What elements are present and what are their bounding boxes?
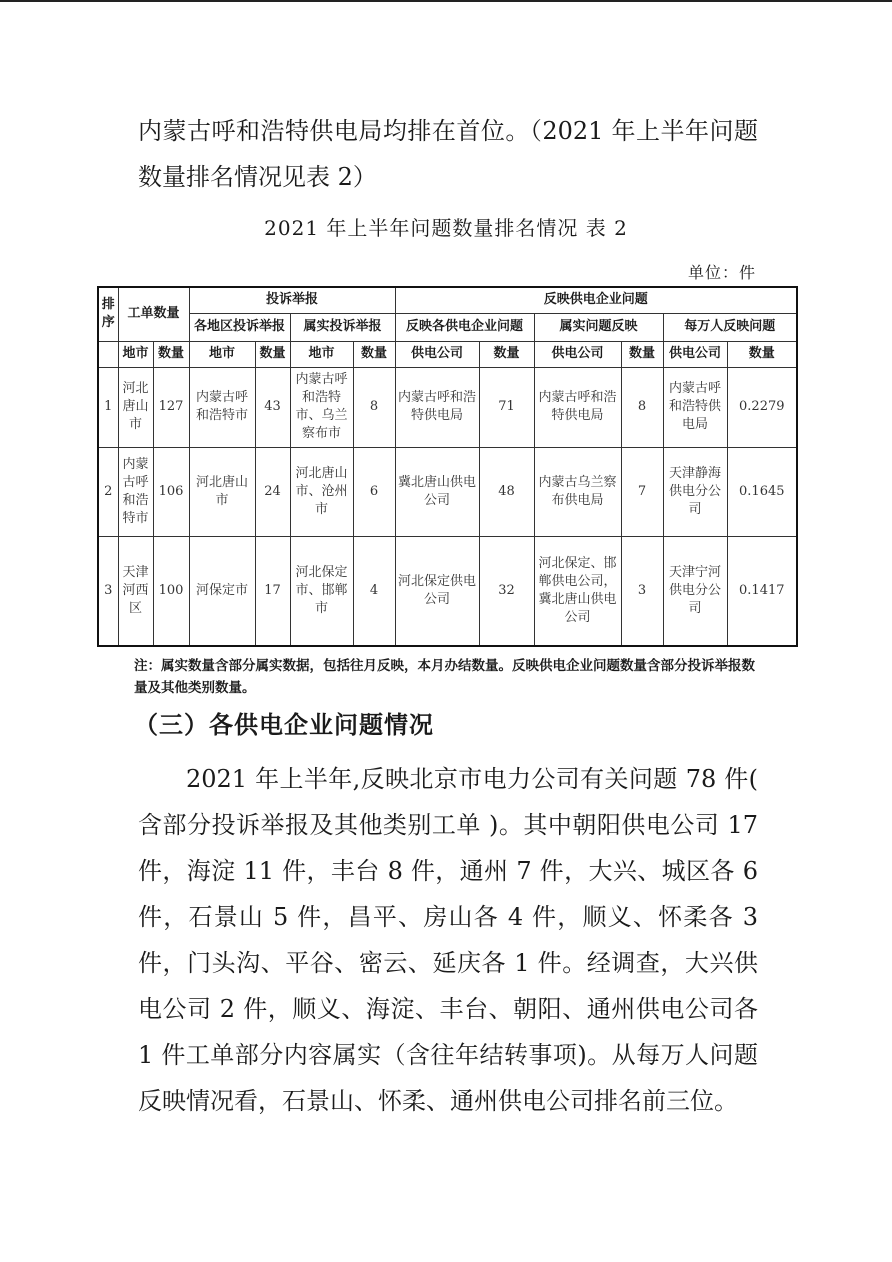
per-10k-company-cell: 内蒙古呼和浩特供电局 — [663, 367, 727, 447]
company-issue-company-cell: 内蒙古呼和浩特供电局 — [395, 367, 479, 447]
rank-cell: 3 — [98, 536, 118, 646]
header-city: 地市 — [118, 341, 153, 367]
header-count: 数量 — [353, 341, 395, 367]
verified-complaint-city-cell: 河北唐山市、沧州市 — [290, 447, 353, 536]
header-verified-issues: 属实问题反映 — [534, 313, 663, 341]
rank-cell: 2 — [98, 447, 118, 536]
work-order-count-cell: 106 — [153, 447, 189, 536]
table-header-row-3 — [98, 341, 797, 367]
header-count: 数量 — [255, 341, 290, 367]
verified-issue-company-cell: 内蒙古乌兰察布供电局 — [534, 447, 621, 536]
verified-issue-count-cell: 7 — [621, 447, 663, 536]
company-issue-company-cell: 河北保定供电公司 — [395, 536, 479, 646]
table-row — [98, 536, 797, 646]
verified-issue-count-cell: 8 — [621, 367, 663, 447]
header-count: 数量 — [153, 341, 189, 367]
work-order-city-cell: 天津河西区 — [118, 536, 153, 646]
regional-complaint-city-cell: 河保定市 — [189, 536, 255, 646]
header-supply-issues: 反映供电企业问题 — [395, 287, 797, 313]
header-regional-complaints: 各地区投诉举报 — [189, 313, 290, 341]
verified-complaint-city-cell: 河北保定市、邯郸市 — [290, 536, 353, 646]
table-row — [98, 367, 797, 447]
header-verified-complaints: 属实投诉举报 — [290, 313, 395, 341]
work-order-count-cell: 100 — [153, 536, 189, 646]
header-count: 数量 — [621, 341, 663, 367]
work-order-count-cell: 127 — [153, 367, 189, 447]
verified-complaint-count-cell: 6 — [353, 447, 395, 536]
header-complaints: 投诉举报 — [189, 287, 395, 313]
table-footnote: 注：属实数量含部分属实数据，包括往月反映，本月办结数量。反映供电企业问题数量含部分投诉举报数量及其他类别数量。 — [134, 658, 755, 696]
header-city: 地市 — [290, 341, 353, 367]
header-work-orders: 工单数量 — [118, 287, 189, 341]
verified-issue-count-cell: 3 — [621, 536, 663, 646]
regional-complaint-count-cell: 17 — [255, 536, 290, 646]
per-10k-company-cell: 天津静海供电分公司 — [663, 447, 727, 536]
header-per-10k: 每万人反映问题 — [663, 313, 797, 341]
table-header-row-2 — [98, 313, 797, 341]
rank-cell: 1 — [98, 367, 118, 447]
company-issue-count-cell: 32 — [479, 536, 534, 646]
body-paragraph: 2021 年上半年,反映北京市电力公司有关问题 78 件( 含部分投诉举报及其他类别工单 )。其中朝阳供电公司 17 件，海淀 11 件，丰台 8 件，通州 7 件，大兴、城区各 6 件，石景山 5 件，昌平、房山各 4 件，顺义、怀柔各 3 件，门头沟、平谷、密云、延庆各 1 件。经调查，大兴供电公司 2 件，顺义、海淀、丰台、朝阳、通州供电公司各 1 件工单部分内容属实（含往年结转事项)。从每万人问题反映情况看，石景山、怀柔、通州供电公司排名前三位。 — [138, 765, 758, 1115]
regional-complaint-count-cell: 24 — [255, 447, 290, 536]
verified-complaint-city-cell: 内蒙古呼和浩特市、乌兰察布市 — [290, 367, 353, 447]
ranking-table — [97, 286, 798, 647]
page-top-border — [0, 0, 892, 2]
section-heading: （三）各供电企业问题情况 — [134, 710, 434, 739]
header-company: 供电公司 — [534, 341, 621, 367]
company-issue-count-cell: 48 — [479, 447, 534, 536]
regional-complaint-city-cell: 内蒙古呼和浩特市 — [189, 367, 255, 447]
regional-complaint-city-cell: 河北唐山市 — [189, 447, 255, 536]
verified-complaint-count-cell: 4 — [353, 536, 395, 646]
per-10k-company-cell: 天津宁河供电分公司 — [663, 536, 727, 646]
verified-issue-company-cell: 河北保定、邯郸供电公司，冀北唐山供电公司 — [534, 536, 621, 646]
table-header-row-1 — [98, 287, 797, 313]
table-title: 2021 年上半年问题数量排名情况 表 2 — [264, 216, 628, 240]
header-rank: 排序 — [98, 287, 118, 341]
company-issue-count-cell: 71 — [479, 367, 534, 447]
regional-complaint-count-cell: 43 — [255, 367, 290, 447]
work-order-city-cell: 河北唐山市 — [118, 367, 153, 447]
per-10k-count-cell: 0.1417 — [727, 536, 797, 646]
work-order-city-cell: 内蒙古呼和浩特市 — [118, 447, 153, 536]
verified-complaint-count-cell: 8 — [353, 367, 395, 447]
per-10k-count-cell: 0.2279 — [727, 367, 797, 447]
unit-label: 单位：件 — [687, 263, 756, 282]
table-row — [98, 447, 797, 536]
intro-paragraph: 内蒙古呼和浩特供电局均排在首位。（2021 年上半年问题数量排名情况见表 2） — [138, 117, 758, 191]
header-company: 供电公司 — [395, 341, 479, 367]
header-company: 供电公司 — [663, 341, 727, 367]
header-city: 地市 — [189, 341, 255, 367]
header-blank — [98, 341, 118, 367]
header-company-issues: 反映各供电企业问题 — [395, 313, 534, 341]
company-issue-company-cell: 冀北唐山供电公司 — [395, 447, 479, 536]
per-10k-count-cell: 0.1645 — [727, 447, 797, 536]
header-count: 数量 — [727, 341, 797, 367]
header-count: 数量 — [479, 341, 534, 367]
verified-issue-company-cell: 内蒙古呼和浩特供电局 — [534, 367, 621, 447]
